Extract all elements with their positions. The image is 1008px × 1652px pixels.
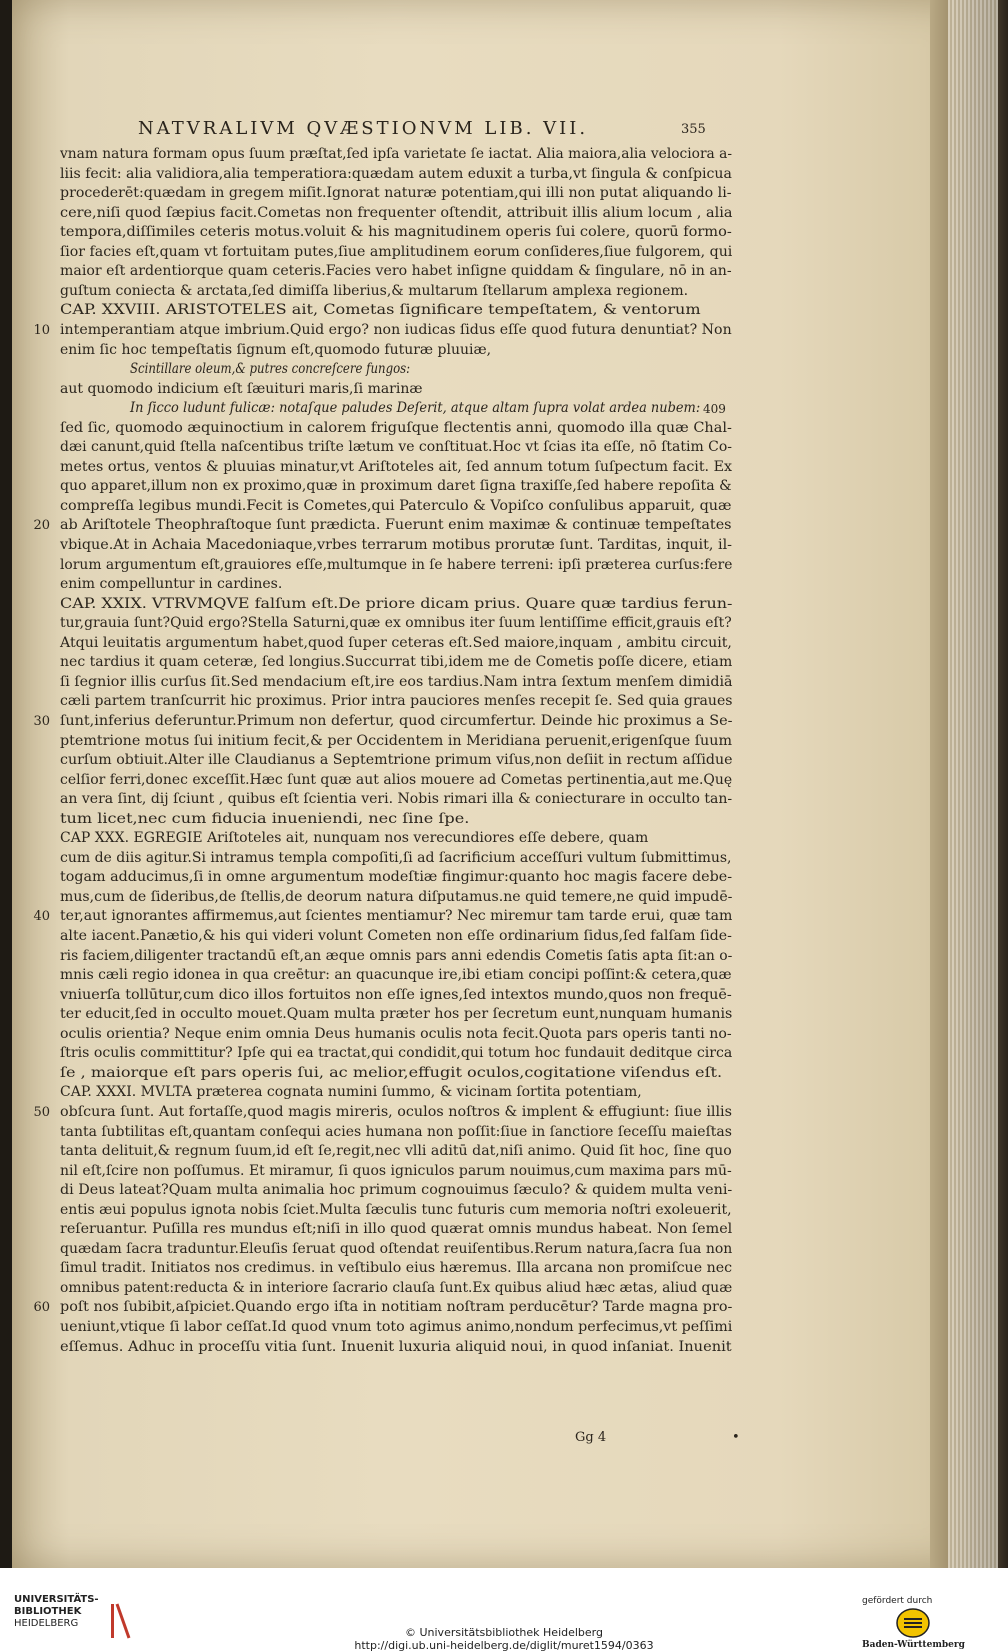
funded-by-label: gefördert durch [862,1596,933,1606]
page-header [0,118,1008,148]
text-line: vnam natura formam opus ſuum præſtat,ſed ipſa varietate ſe iactat. Alia maiora,alia velociora a- [60,146,732,162]
text-line: guſtum coniecta & arctata,ſed dimiſſa liberius,& multarum ſtellarum amplexa regionem. [60,282,689,299]
text-line: ſed ſic, quomodo æquinoctium in calorem friguſque flectentis anni, quomodo illa quæ Chal- [60,419,732,436]
signature-mark: Gg 4 [575,1430,607,1445]
text-line: tur,grauia ſunt?Quid ergo?Stella Saturni,quæ ex omnibus iter ſuum lentiſſime efficit,grauis eſt? [60,615,732,632]
line-number: 20 [33,518,50,534]
line-number: 10 [33,322,50,338]
text-line: metes ortus, ventos & pluuias minatur,vt Ariſtoteles ait, ſed annum totum ſuſpectum facit. Ex [60,458,732,475]
text-line: eſſemus. Adhuc in proceſſu vitia ſunt. Inuenit luxuria aliquid noui, in quod inſaniat. Inuenit [60,1338,732,1355]
text-line: alte iacent.Panætio,& his qui videri volunt Cometen non eſſe ordinarium ſidus,ſed falſam ſide- [60,928,732,944]
text-line: an vera ſint, dij ſciunt , quibus eſt ſcientia veri. Nobis rimari illa & coniecturare in occulto tan- [60,791,733,808]
text-line: ueniunt,vtique ſi labor ceſſat.Id quod vnum toto agimus animo,nondum perfecimus,vt peſſimi [60,1319,733,1335]
text-line: ſi ſegnior illis curſus ſit.Sed mendacium eſt,ire eos tardius.Nam intra ſextum menſem dimidiā [60,673,733,690]
text-line: oculis orientia? Neque enim omnia Deus humanis oculis nota fecit.Quota pars operis tanti no- [60,1025,732,1042]
text-line: CAP. XXVIII. ARISTOTELES ait, Cometas ſignificare tempeſtatem, & ventorum [60,302,701,319]
text-line: lorum argumentum eſt,grauiores eſſe,multumque in ſe habere terreni: ipſi præterea curſus:fere [60,556,733,573]
text-line: aut quomodo indicium eſt ſæuituri maris,ſi marinæ [60,380,423,397]
line-number: 30 [33,713,50,729]
text-line: tum licet,nec cum fiducia inueniendi, nec ſine ſpe. [60,810,470,827]
text-line: togam adducimus,ſi in omne argumentum modeſtiæ fingimur:quanto hoc magis facere debe- [60,869,733,886]
text-line: intemperantiam atque imbrium.Quid ergo? non iudicas ſidus eſſe quod futura denuntiat? Non [60,321,732,338]
text-line: CAP XXX. EGREGIE Ariſtoteles ait, nunquam nos verecundiores eſſe debere, quam [60,830,649,847]
text-line: ſtris oculis committitur? Ipſe qui ea tractat,qui condidit,qui totum hoc fundauit deditque circa [60,1045,733,1062]
text-line: Atqui leuitatis argumentum habet,quod ſuper ceteras eſt.Sed maiore,inquam , ambitu circuit, [60,634,732,651]
text-line: vniuerſa tollūtur,cum dico illos fortuitos non eſſe ignes,ſed intextos mundo,quos non frequē- [60,986,732,1003]
line-number: 60 [33,1300,50,1316]
running-title: NATVRALIVM QVÆSTIONVM LIB. VII. [138,118,589,139]
text-line: cum de diis agitur.Si intramus templa compoſiti,ſi ad ſacrificium acceſſuri vultum ſubmittimus, [60,849,732,866]
text-line: CAP. XXIX. VTRVMQVE falſum eſt.De priore dicam prius. Quare quæ tardius ferun- [60,595,733,612]
text-line: mus,cum de ſideribus,de ſtellis,de deorum natura diſputamus.ne quid temere,ne quid impudē- [60,888,733,905]
text-line: enim compelluntur in cardines. [60,576,283,593]
library-name-line1: UNIVERSITÄTS- [14,1594,99,1605]
margin-note: 409 [703,402,726,417]
text-line: ptemtrione motus ſui initium fecit,& per Occidentem in Meridiana peruenit,erigenſque ſuum [60,732,732,749]
text-line: ſior facies eſt,quam vt fortuitam putes,ſiue amplitudinem eorum conſideres,ſiue fulgorem, qui [60,243,733,260]
text-line: ſimul tradit. Initiatos nos credimus. in veſtibulo eius hæremus. Illa arcana non promiſcue nec [60,1260,733,1277]
text-line: dæi canunt,quid ſtella naſcentibus triſte lætum ve conſtituat.Hoc vt ſcias ita eſſe, nō ſtatim Co- [60,439,732,456]
text-line: celſior ferri,donec exceſſit.Hæc ſunt quæ aut alios mouere ad Cometas pertinentia,aut me.Quę [60,771,733,788]
text-line: quædam ſacra traduntur.Eleuſis ſeruat quod oſtendat reuiſentibus.Rerum natura,ſacra ſua non [60,1240,733,1257]
text-line: poſt nos ſubibit,aſpiciet.Quando ergo iſta in notitiam noſtram perducētur? Tarde magna pro- [60,1299,733,1316]
text-line: procederēt:quædam in gregem miſit.Ignorat naturæ potentiam,qui illi non putat aliquando li- [60,185,732,202]
text-line: ter,aut ignorantes affirmemus,aut ſcientes mentiamur? Nec miremur tam tarde erui, quæ tam [60,908,733,925]
page-number: 355 [681,122,706,137]
text-line: maior eſt ardentiorque quam ceteris.Facies vero habet inſigne quiddam & ſingulare, nō in an- [60,263,732,280]
page-edges [948,0,998,1568]
text-line: Scintillare oleum,& putres concreſcere fungos: [130,361,411,378]
library-name-line2: BIBLIOTHEK [14,1606,82,1617]
text-line: tempora,diſſimiles ceteris motus.voluit & his magnitudinem operis ſui colere, quorū formo- [60,224,732,241]
text-line: ſunt,inferius deferuntur.Primum non defertur, quod circumfertur. Deinde hic proximus a Se- [60,712,733,729]
text-line: entis æui populus ignota nobis ſciet.Multa ſæculis tunc futuris cum memoria noſtri exoleuerit, [60,1201,732,1218]
text-line: reſeruantur. Puſilla res mundus eſt;niſi in illo quod quærat omnis mundus habeat. Non ſemel [60,1221,733,1238]
text-line: nec tardius it quam ceteræ, ſed longius.Succurrat tibi,idem me de Cometis poſſe dicere, etiam [60,654,733,671]
line-number: 50 [33,1104,50,1120]
copyright-notice: © Universitätsbibliothek Heidelberg [404,1626,603,1639]
text-line: liis fecit: alia validiora,alia temperatiora:quædam autem eduxit a turba,vt ſingula & conſpicua [60,165,732,182]
text-line: curſum obtiuit.Alter ille Claudianus a Septemtrione primum viſus,non deſiit in rectum aſſidue [60,752,733,769]
text-line: nil eſt,ſcire non poſſumus. Et miramur, ſi quos igniculos parum nouimus,cum maxima pars mū- [60,1162,732,1179]
text-line: obſcura ſunt. Aut fortaſſe,quod magis mireris, oculos noſtros & implent & effugiunt: ſiue illis [60,1103,732,1120]
text-line: omnibus patent:reducta & in interiore ſacrario clauſa ſunt.Ex quibus aliud hæc ætas, aliud quæ [60,1279,733,1296]
funder-name: Baden-Württemberg [862,1640,965,1650]
text-line: tanta ſubtilitas eſt,quantam conſequi acies humana non poſſit:ſiue in ſanctiore ſeceſſu maieſtas [60,1123,732,1140]
footer-dot: • [732,1430,740,1445]
text-line: ſe , maiorque eſt pars operis ſui, ac melior,effugit oculos,cogitatione viſendus eſt. [60,1064,723,1081]
text-line: CAP. XXXI. MVLTA præterea cognata numini ſummo, & vicinam ſortita potentiam, [60,1084,642,1101]
text-line: ab Ariſtotele Theophraſtoque ſunt prædicta. Fuerunt enim maximæ & continuæ tempeſtates [60,517,732,534]
source-url[interactable]: http://digi.ub.uni-heidelberg.de/diglit/muret1594/0363 [354,1639,654,1652]
text-line: vbique.At in Achaia Macedoniaque,vrbes terrarum motibus prorutæ ſunt. Tarditas, inquit, il- [60,537,732,553]
line-number: 40 [33,909,50,925]
text-line: compreſſa legibus mundi.Fecit is Cometes,qui Paterculo & Vopiſco conſulibus apparuit, quæ [60,497,732,514]
text-line: tanta delituit,& regnum ſuum,id eſt ſe,regit,nec vlli aditū dat,niſi animo. Quid ſit hoc, ſine quo [60,1143,732,1160]
text-line: cere,niſi quod ſæpius facit.Cometas non frequenter oſtendit, attribuit illis alium locum , alia [60,204,733,221]
text-line: di Deus lateat?Quam multa animalia hoc primum cognouimus ſæculo? & quidem multa veni- [60,1182,733,1199]
text-line: mnis cæli regio idonea in qua creētur: an quacunque ire,ibi etiam concipi poſſint:& cetera,quæ [60,967,732,984]
library-name-line3: HEIDELBERG [14,1618,79,1629]
text-line: ter educit,ſed in occulto mouet.Quam multa præter hos per ſecretum eunt,nunquam humanis [60,1006,733,1023]
text-line: ris faciem,diligenter tractandū eſt,an æque omnis pars anni edendis Cometis ſatis apta ſit:an o- [60,947,733,964]
text-line: enim ſic hoc tempeſtatis ſignum eſt,quomodo futuræ pluuiæ, [60,341,492,358]
text-line: quo apparet,illum non ex proximo,quæ in proximum daret ſigna traxiſſe,ſed habere repoſita & [60,478,732,495]
text-line: cæli partem tranſcurrit hic proximus. Prior intra pauciores menſes recepit ſe. Sed quia graues [60,693,733,710]
text-line: In ſicco ludunt fulicæ: notaſque paludes Deſerit, atque altam ſupra volat ardea nubem: [130,400,701,417]
